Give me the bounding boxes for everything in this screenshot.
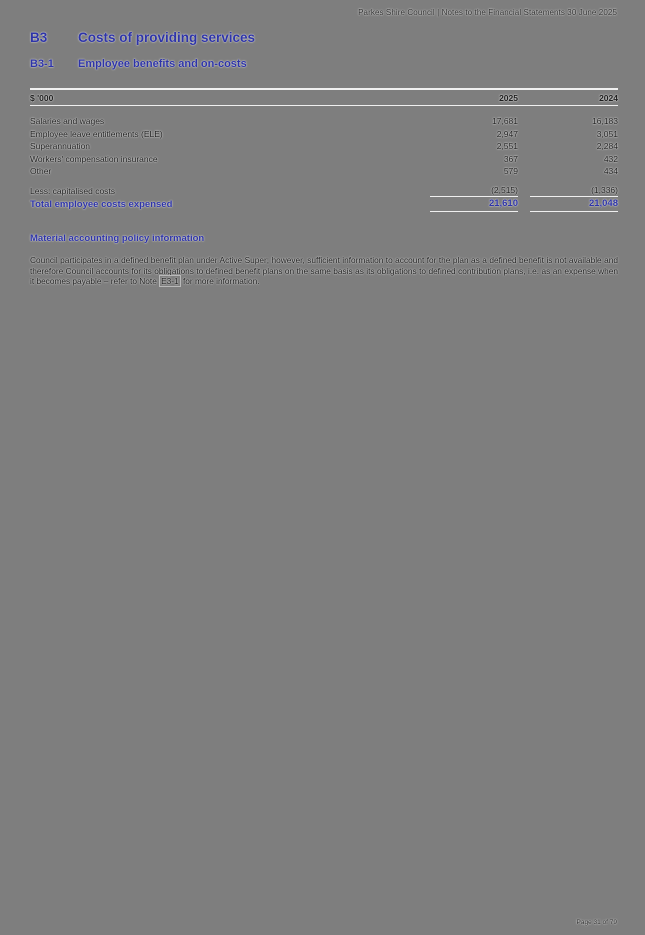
row-value-2024: 432 bbox=[603, 153, 618, 164]
total-label: Total employee costs expensed bbox=[30, 199, 173, 210]
row-value-2024: 2,284 bbox=[596, 141, 618, 152]
note-reference-link[interactable]: E3-1 bbox=[161, 276, 179, 287]
table-header-row bbox=[30, 88, 618, 106]
policy-text-start: Council participates in a defined benefit plan under Active Super; however, sufficient information to account for the plan as a defined benefit is not available and therefore Council accounts for its obligations to defined benefit plans on the same basis as its obligations to defined contribution plans, i.e. as an expense when it becomes payable – refer to Note bbox=[30, 255, 618, 287]
row-value-2025: 2,551 bbox=[496, 141, 518, 152]
row-label: Superannuation bbox=[30, 141, 91, 152]
section-heading bbox=[30, 30, 618, 45]
policy-heading: Material accounting policy information bbox=[30, 233, 205, 244]
section-title: Costs of providing services bbox=[78, 30, 256, 45]
total-value-2024: 21,048 bbox=[530, 197, 618, 212]
subsection-heading bbox=[30, 58, 618, 70]
employee-costs-table bbox=[30, 88, 618, 212]
row-value-2024: 434 bbox=[603, 166, 618, 177]
table-row bbox=[30, 185, 618, 198]
row-label: Less: capitalised costs bbox=[30, 185, 116, 196]
row-value-2024: 3,051 bbox=[596, 128, 618, 139]
row-label: Salaries and wages bbox=[30, 116, 105, 127]
row-value-2025: 367 bbox=[503, 153, 518, 164]
row-label: Other bbox=[30, 166, 52, 177]
table-row bbox=[30, 115, 618, 128]
document-header: Parkes Shire Council | Notes to the Financial Statements 30 June 2025 bbox=[358, 8, 617, 17]
table-row bbox=[30, 165, 618, 178]
table-total-row bbox=[30, 197, 618, 212]
table-row bbox=[30, 140, 618, 153]
table-row bbox=[30, 128, 618, 141]
page-number: Page 31 of 79 bbox=[576, 919, 617, 926]
row-value-2025: 17,681 bbox=[492, 116, 518, 127]
section-code: B3 bbox=[30, 30, 48, 45]
unit-header: $ '000 bbox=[30, 92, 54, 103]
policy-text-end: for more information. bbox=[180, 276, 260, 287]
row-label: Workers' compensation insurance bbox=[30, 153, 158, 164]
row-value-2025: 2,947 bbox=[496, 128, 518, 139]
col-header-2024: 2024 bbox=[599, 92, 618, 103]
subsection-title: Employee benefits and on-costs bbox=[78, 58, 247, 70]
row-value-2025: 579 bbox=[503, 166, 518, 177]
total-value-2025: 21,610 bbox=[430, 197, 518, 212]
col-header-2025: 2025 bbox=[499, 92, 518, 103]
row-label: Employee leave entitlements (ELE) bbox=[30, 128, 163, 139]
subsection-code: B3-1 bbox=[30, 58, 54, 70]
row-value-2025: (2,515) bbox=[430, 184, 518, 197]
row-value-2024: (1,336) bbox=[530, 184, 618, 197]
row-value-2024: 16,183 bbox=[592, 116, 618, 127]
policy-paragraph bbox=[30, 255, 618, 287]
table-row bbox=[30, 153, 618, 166]
